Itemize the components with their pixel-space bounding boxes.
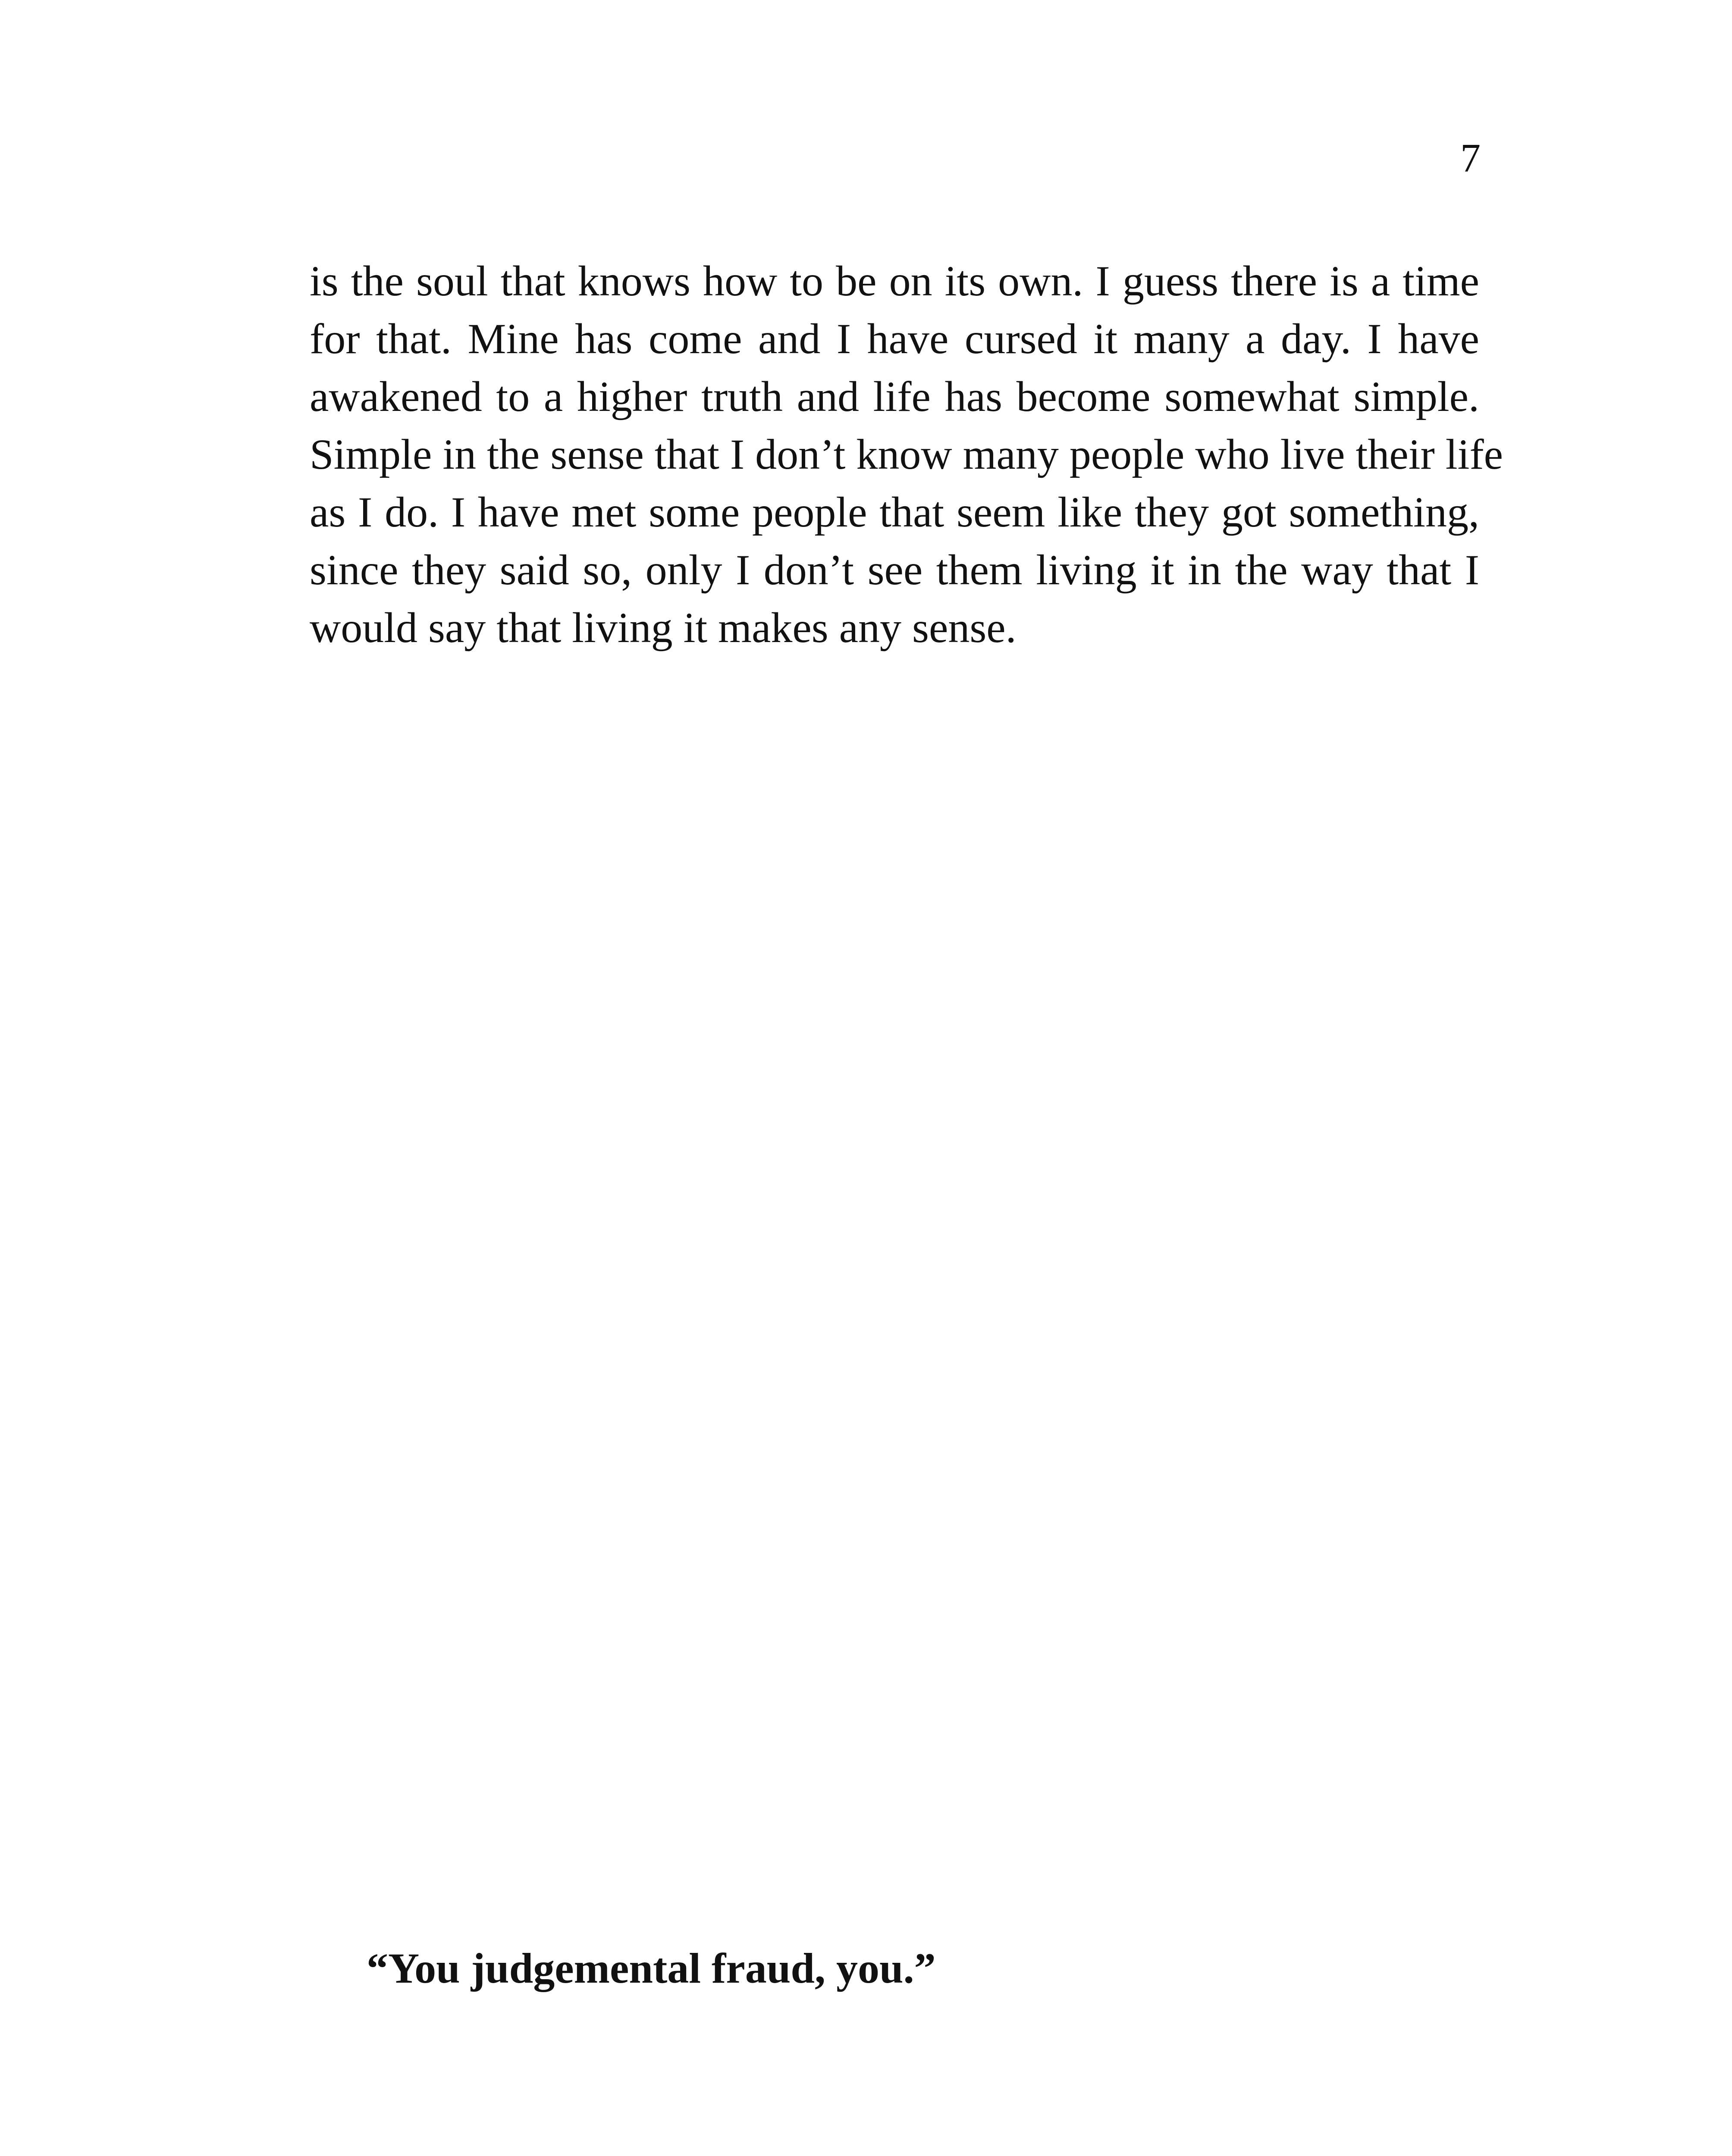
paragraph-line: since they said so, only I don’t see them living it in the way that I xyxy=(310,546,1479,594)
paragraph-line: as I do. I have met some people that seem like they got something, xyxy=(310,488,1479,536)
paragraph-line: for that. Mine has come and I have cursed it many a day. I have xyxy=(310,315,1479,363)
body-paragraph xyxy=(310,252,1503,657)
paragraph-line: Simple in the sense that I don’t know many people who live their life xyxy=(310,430,1503,478)
paragraph-line: awakened to a higher truth and life has become somewhat simple. xyxy=(310,373,1479,420)
paragraph-line: is the soul that knows how to be on its own. I guess there is a time xyxy=(310,257,1479,305)
page-number: 7 xyxy=(1460,136,1481,181)
paragraph-line: would say that living it makes any sense. xyxy=(310,604,1017,652)
bold-quote: “You judgemental fraud, you.” xyxy=(367,1944,936,1992)
